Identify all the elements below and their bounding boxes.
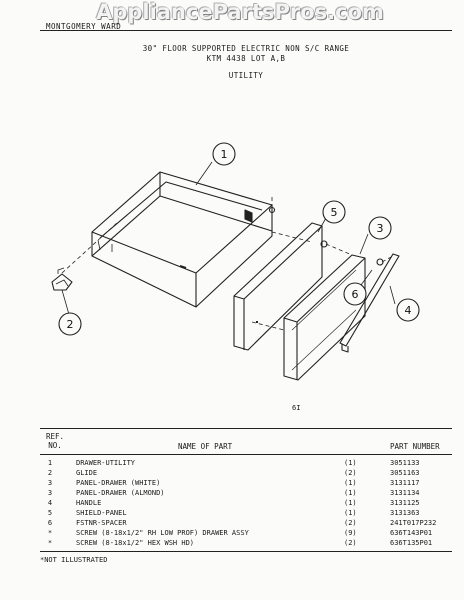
model-number: KTM 4438 LOT A,B — [206, 54, 286, 63]
table-row: 5 SHIELD-PANEL (1) 3131363 — [47, 509, 420, 517]
glide-drawing — [52, 268, 72, 290]
callout-4-label: 4 — [404, 304, 412, 317]
callout-6-label: 6 — [351, 288, 359, 301]
table-row: 6 FSTNR-SPACER (2) 241T017P232 — [47, 519, 437, 527]
table-bottom-rule — [40, 551, 452, 552]
table-row: 3 PANEL-DRAWER (WHITE) (1) 3131117 — [47, 479, 420, 487]
table-header-rule — [40, 454, 452, 455]
callout-1-label: 1 — [220, 148, 228, 161]
watermark: AppliancePartsPros.com — [96, 0, 384, 24]
ref-no-header: REF. NO. — [45, 432, 65, 450]
table-row: 4 HANDLE (1) 3131125 — [47, 499, 420, 507]
drawer-utility-drawing — [92, 172, 272, 307]
callout-6 — [344, 283, 366, 305]
table-row: 3 PANEL-DRAWER (ALMOND) (1) 3131134 — [47, 489, 420, 497]
table-row: * SCREW (8-18x1/2" RH LOW PROF) DRAWER ASSY (9) 636T143P01 — [47, 529, 433, 537]
part-number-header: PART NUMBER — [390, 442, 440, 451]
callout-4 — [397, 299, 419, 321]
section-title: UTILITY — [228, 71, 264, 80]
table-top-rule — [40, 428, 452, 429]
footnote: *NOT ILLUSTRATED — [40, 556, 108, 564]
model-title: 30" FLOOR SUPPORTED ELECTRIC NON S/C RANGE — [142, 44, 350, 53]
callout-5 — [323, 201, 345, 223]
table-row: 1 DRAWER-UTILITY (1) 3051133 — [47, 459, 420, 467]
callout-2-label: 2 — [66, 318, 74, 331]
table-row: * SCREW (8-18x1/2" HEX WSH HD) (2) 636T135P01 — [47, 539, 433, 547]
drawer-panel-drawing — [284, 255, 365, 380]
callout-1 — [213, 143, 235, 165]
name-of-part-header: NAME OF PART — [178, 442, 233, 451]
callout-2 — [59, 313, 81, 335]
callout-3-label: 3 — [376, 222, 384, 235]
table-row: 2 GLIDE (2) 3051163 — [47, 469, 420, 477]
callout-5-label: 5 — [330, 206, 338, 219]
brand-name: MONTGOMERY WARD — [46, 22, 122, 31]
callout-3 — [369, 217, 391, 239]
figure-number: 6I — [292, 404, 301, 412]
shield-panel-drawing — [234, 223, 322, 350]
